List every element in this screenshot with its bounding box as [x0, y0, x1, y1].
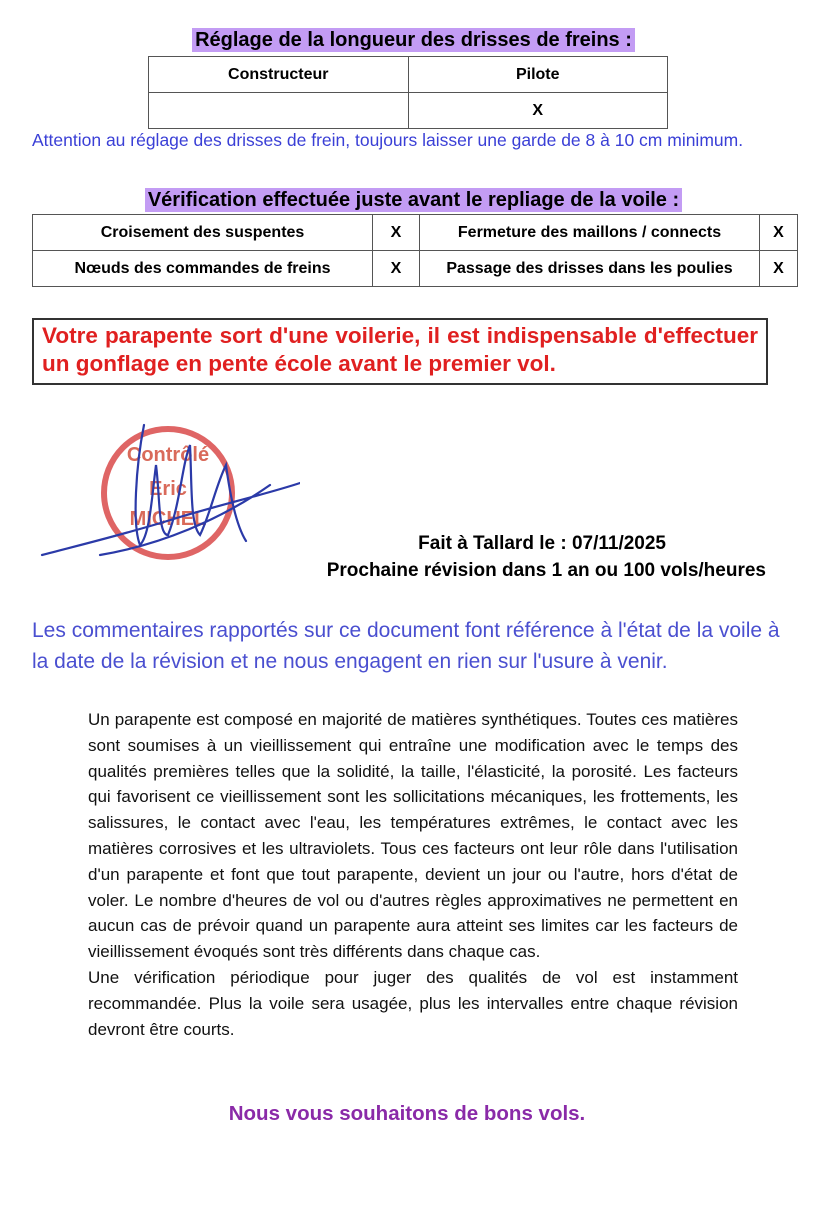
header-pilote: Pilote	[408, 57, 668, 93]
check-label: Fermeture des maillons / connects	[420, 215, 760, 251]
check-label: Passage des drisses dans les poulies	[420, 251, 760, 287]
disclaimer: Les commentaires rapportés sur ce document font référence à l'état de la voile à la date de la révision et ne nous engagent en rien sur l'usure à venir.	[32, 619, 780, 673]
table-header-row	[149, 57, 668, 93]
brake-section	[0, 28, 827, 52]
body-paragraph: Un parapente est composé en majorité de matières synthétiques. Toutes ces matières sont soumises à un vieillissement qui entraîne une modification avec le temps des qualités premières telles que la solidité, la taille, l'élasticité, la porosité. Les facteurs qui favorisent ce vieillissement sont les sollicitations mécaniques, les frottements, les salissures, le contact avec l'eau, les températures extrêmes, le contact avec les matières corrosives et les ultraviolets. Tous ces facteurs ont leur rôle dans l'utilisation d'un parapente et font que tout parapente, devient un jour ou l'autre, hors d'état de voler. Le nombre d'heures de vol ou d'autres règles approximatives ne permettent en aucun cas de prévoir quand un parapente aura atteint ses limites car les facteurs de vieillissement évoqués sont très différents dans chaque cas.	[88, 710, 738, 962]
closing-message: Nous vous souhaitons de bons vols.	[228, 1102, 586, 1125]
brake-note: Attention au réglage des drisses de frein, toujours laisser une garde de 8 à 10 cm minimum.	[32, 130, 744, 150]
next-revision: Prochaine révision dans 1 an ou 100 vols/heures	[326, 560, 766, 581]
stamp-line: Contrôlé	[126, 444, 210, 466]
signature-block	[280, 530, 766, 584]
header-constructeur: Constructeur	[149, 57, 409, 93]
inspection-stamp	[40, 405, 300, 575]
stamp-graphic	[40, 405, 300, 575]
body-text	[88, 707, 738, 1042]
place-date: Fait à Tallard le : 07/11/2025	[418, 533, 666, 554]
check-mark: X	[760, 251, 798, 287]
verification-table	[32, 214, 798, 287]
verification-section	[0, 188, 827, 212]
stamp-line: Eric	[149, 478, 187, 500]
value-constructeur	[149, 93, 409, 129]
table-row	[33, 251, 798, 287]
check-label: Croisement des suspentes	[33, 215, 373, 251]
check-mark: X	[760, 215, 798, 251]
body-paragraph: Une vérification périodique pour juger des qualités de vol est instamment recommandée. Plus la voile sera usagée, plus les intervalles entre chaque révision devront être courts.	[88, 967, 738, 1039]
check-mark: X	[373, 251, 420, 287]
check-label: Nœuds des commandes de freins	[33, 251, 373, 287]
stamp-line: MICHEL	[129, 508, 207, 530]
check-mark: X	[373, 215, 420, 251]
table-row	[33, 215, 798, 251]
brake-table	[148, 56, 668, 129]
brake-section-title: Réglage de la longueur des drisses de freins :	[192, 28, 635, 52]
value-pilote: X	[408, 93, 668, 129]
verification-title: Vérification effectuée juste avant le repliage de la voile :	[145, 188, 682, 212]
warning-box: Votre parapente sort d'une voilerie, il est indispensable d'effectuer un gonflage en pente école avant le premier vol.	[32, 318, 768, 385]
table-row	[149, 93, 668, 129]
